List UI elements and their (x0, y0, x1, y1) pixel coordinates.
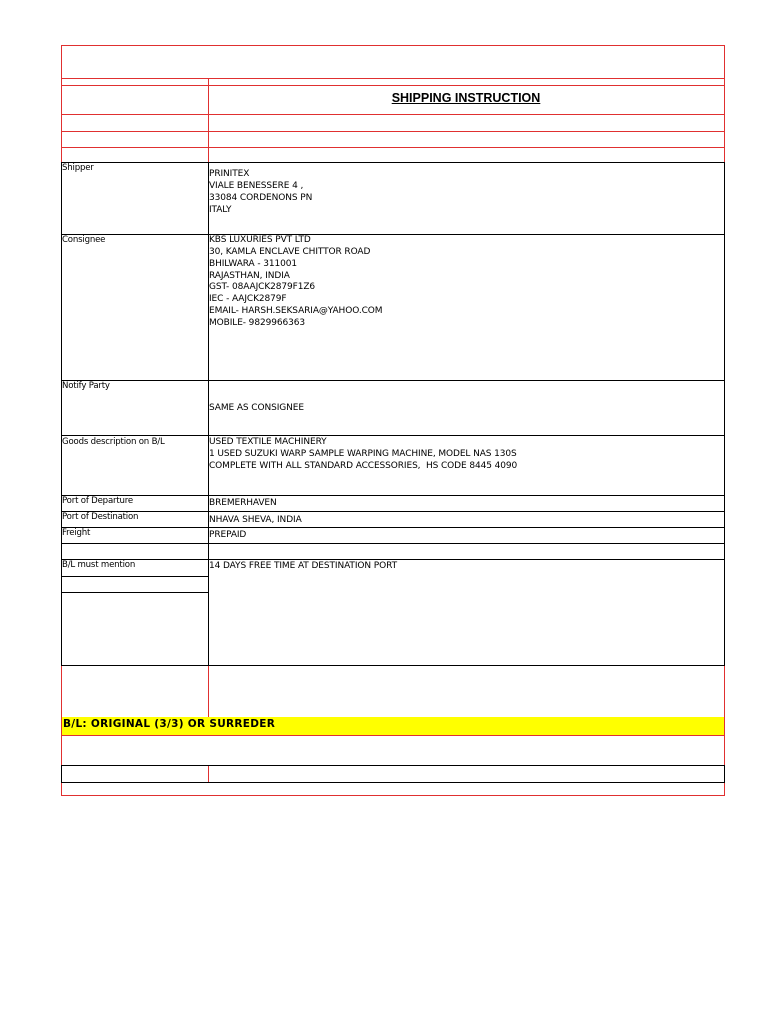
port-of-destination-label: Port of Destination (62, 512, 139, 522)
port-of-departure-value: BREMERHAVEN (209, 498, 277, 508)
port-of-departure-label: Port of Departure (62, 496, 133, 506)
goods-description-line: 1 USED SUZUKI WARP SAMPLE WARPING MACHINE, MODEL NAS 130S (209, 449, 517, 459)
goods-description-label: Goods description on B/L (62, 437, 165, 447)
consignee-label: Consignee (62, 235, 106, 245)
goods-description-line: USED TEXTILE MACHINERY (209, 437, 327, 447)
consignee-line: 30, KAMLA ENCLAVE CHITTOR ROAD (209, 247, 371, 257)
notify-party-value: SAME AS CONSIGNEE (209, 403, 304, 413)
bl-must-mention-label: B/L must mention (62, 560, 136, 570)
bl-must-mention-value: 14 DAYS FREE TIME AT DESTINATION PORT (209, 561, 397, 571)
shipper-line: 33084 CORDENONS PN (209, 193, 313, 203)
consignee-line: IEC - AAJCK2879F (209, 294, 287, 304)
consignee-line: EMAIL- HARSH.SEKSARIA@YAHOO.COM (209, 306, 383, 316)
consignee-line: BHILWARA - 311001 (209, 259, 298, 269)
freight-value: PREPAID (209, 530, 247, 540)
consignee-line: GST- 08AAJCK2879F1Z6 (209, 282, 316, 292)
shipper-line: ITALY (209, 205, 232, 215)
notify-party-label: Notify Party (62, 381, 110, 391)
goods-description-line: COMPLETE WITH ALL STANDARD ACCESSORIES, HS CODE 8445 4090 (209, 461, 518, 471)
shipper-line: VIALE BENESSERE 4 , (209, 181, 304, 191)
document-title: SHIPPING INSTRUCTION (391, 91, 541, 105)
freight-label: Freight (62, 528, 91, 538)
shipper-label: Shipper (62, 163, 94, 173)
consignee-line: MOBILE- 9829966363 (209, 318, 305, 328)
consignee-line: RAJASTHAN, INDIA (209, 271, 290, 281)
consignee-line: KBS LUXURIES PVT LTD (209, 235, 311, 245)
bl-original-text: B/L: ORIGINAL (3/3) OR SURREDER (63, 718, 276, 730)
port-of-destination-value: NHAVA SHEVA, INDIA (209, 515, 302, 525)
shipper-line: PRINITEX (209, 169, 250, 179)
